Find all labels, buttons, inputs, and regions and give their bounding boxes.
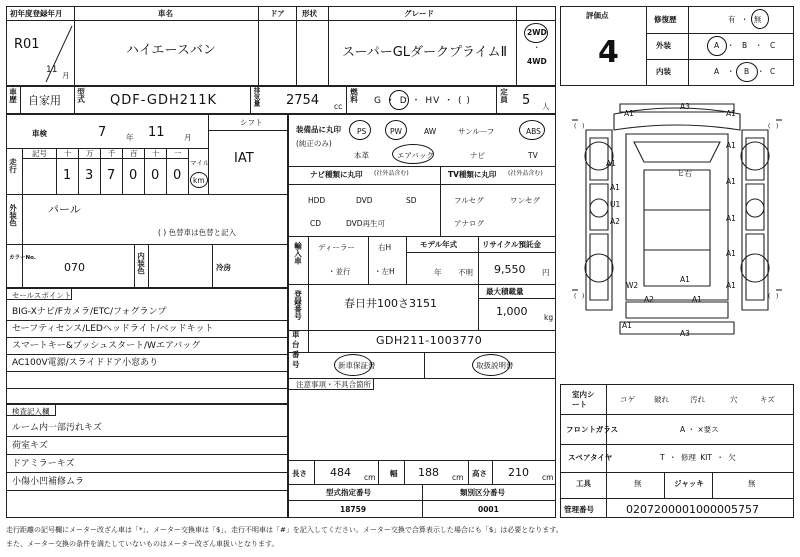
exterior-a: A <box>714 41 720 50</box>
seat-option: 汚れ <box>690 395 705 404</box>
footer-line2: また、メーター交換の条件を満たしていないものはメーター改ざん車扱いとなります。 <box>6 540 279 548</box>
navi-sd: SD <box>406 196 417 205</box>
height-label: 高さ <box>472 469 487 478</box>
height-unit: cm <box>542 473 554 482</box>
max-load-unit: kg <box>544 313 554 322</box>
capacity-label: 定員 <box>499 88 509 103</box>
navi-hdd: HDD <box>308 196 326 205</box>
inspection-month-unit: 月 <box>184 133 192 142</box>
equip-tv: TV <box>528 151 538 160</box>
car-outline <box>560 90 794 380</box>
sales-point-line: AC100V電源/スライドドア小窓あり <box>12 358 159 368</box>
inspection-year-unit: 年 <box>126 133 134 142</box>
tv-sub: (社外品含む) <box>508 170 543 177</box>
equip-navi: ナビ <box>470 151 485 160</box>
glass-label: フロントガラス <box>566 425 619 434</box>
chassis-value: GDH211-1003770 <box>376 334 483 347</box>
mileage-unit-label: 十 <box>152 149 160 158</box>
damage-mark: A1 <box>726 214 736 223</box>
car-name-value: ハイエースバン <box>126 43 216 58</box>
equip-ps: PS <box>357 127 367 136</box>
mileage-digit: 3 <box>85 168 94 183</box>
chassis-label: 車台番号 <box>292 330 300 369</box>
mgmt-label: 管理番号 <box>564 505 594 514</box>
tv-label: TV種類に丸印 <box>448 170 497 179</box>
left-block <box>6 114 288 288</box>
registration-value: 春日井100さ3151 <box>344 297 437 310</box>
interior-label: 内装 <box>656 67 671 76</box>
color-no-value: 070 <box>64 261 85 274</box>
car-diagram <box>560 90 794 380</box>
inspector-note-line: ルーム内一部汚れキズ <box>12 423 102 433</box>
interior-b-circle <box>736 62 758 82</box>
equip-ps-circle <box>349 120 371 140</box>
equip-pw: PW <box>390 127 402 136</box>
tv-analog: アナログ <box>454 219 484 228</box>
mileage-digit: 0 <box>151 168 160 183</box>
damage-mark: A1 <box>606 159 616 168</box>
equip-leather: 本革 <box>354 151 369 160</box>
ac-label: 冷房 <box>216 263 231 272</box>
drive-2wd: 2WD <box>527 28 547 37</box>
grade-label: グレード <box>404 9 434 18</box>
repair-none-circle <box>751 9 769 29</box>
exterior-a-circle <box>707 36 727 56</box>
sales-points-label: セールスポイント <box>12 291 72 300</box>
repair-label: 修復歴 <box>654 15 677 24</box>
use-label: 車歴 <box>8 88 18 103</box>
damage-mark: A1 <box>726 109 736 118</box>
inspection-year: 7 <box>98 125 107 140</box>
navi-cd: CD <box>310 219 322 228</box>
new-warranty: 新車保証書 <box>338 361 376 370</box>
displacement-label: 排気量 <box>252 87 261 107</box>
recycle-label: リサイクル預託金 <box>482 240 541 249</box>
reg-month-unit: 月 <box>62 71 70 80</box>
interior-a: A <box>714 67 720 76</box>
model-year-label: モデル年式 <box>420 240 458 249</box>
mileage-digit: 1 <box>63 168 72 183</box>
damage-mark: A3 <box>680 102 690 111</box>
svg-text:(: ( <box>768 293 771 300</box>
damage-mark: W2 <box>626 281 639 290</box>
equip-pw-circle <box>385 120 407 140</box>
navi-label: ナビ種類に丸印 <box>310 170 363 179</box>
reg-month: 11 <box>46 65 58 75</box>
door-label: ドア <box>270 9 285 18</box>
model-label: 型式 <box>76 88 86 103</box>
type-designation-value: 18759 <box>340 505 367 514</box>
mileage-unit-label: 一 <box>174 149 182 158</box>
grade-value: スーパーGLダークプライムⅡ <box>342 45 508 60</box>
mileage-unit-label: 万 <box>86 149 94 158</box>
inspector-note-line: ドアミラーキズ <box>12 459 75 469</box>
mileage-mark-label: 記号 <box>32 149 47 158</box>
new-warranty-circle <box>334 354 372 376</box>
notes-label: 注意事項・不具合箇所 <box>296 380 371 389</box>
model-year-value: 不明 <box>458 268 473 277</box>
width-value: 188 <box>418 466 439 479</box>
mileage-unit-label: 百 <box>130 149 138 158</box>
equip-abs-circle <box>519 120 545 140</box>
footer-line1: 走行距離の記号欄にメーター改ざん車は「*」、メーター交換車は「$」、走行不明車は「#」を記入してください。メーター交換で合算表示した場合にも「$」は必要となります。 <box>6 526 563 534</box>
tv-fullseg: フルセグ <box>454 196 484 205</box>
inspection-month: 11 <box>148 125 165 140</box>
damage-mark: A1 <box>622 321 632 330</box>
fuel-diesel-circle <box>389 90 409 110</box>
drive-dot: ・ <box>533 43 541 52</box>
max-load-value: 1,000 <box>496 305 528 318</box>
sales-point-line: スマートキー&プッシュスタート/Wエアバッグ <box>12 341 201 351</box>
mileage-label: 走行 <box>8 158 18 173</box>
damage-mark: A1 <box>692 295 702 304</box>
seat-option: コゲ <box>620 395 635 404</box>
damage-mark: A1 <box>726 177 736 186</box>
equipment-sub-label: (純正のみ) <box>296 139 332 148</box>
width-label: 幅 <box>390 469 398 478</box>
import-left-h: ・左H <box>374 267 395 276</box>
svg-text:): ) <box>582 123 585 130</box>
svg-text:): ) <box>776 293 779 300</box>
width-unit: cm <box>452 473 464 482</box>
tools-label: 工具 <box>576 479 591 488</box>
damage-mark: A2 <box>610 217 620 226</box>
damage-mark: A2 <box>644 295 654 304</box>
equip-abs: ABS <box>526 127 541 136</box>
color-value: パール <box>48 203 81 216</box>
equip-airbag: エアバック <box>397 151 434 160</box>
capacity-unit: 人 <box>542 102 550 111</box>
category-value: 0001 <box>478 505 499 514</box>
inspection-label: 車検 <box>32 129 47 138</box>
exterior-b: B <box>742 41 748 50</box>
repair-options: 有 ・ 無 <box>728 15 762 24</box>
interior-b: B <box>744 67 750 76</box>
info-row <box>6 86 556 114</box>
mgmt-value: 0207200001000005757 <box>626 503 759 516</box>
manual-circle <box>472 354 510 376</box>
equip-airbag-circle <box>392 144 434 164</box>
displacement-value: 2754 <box>286 93 320 108</box>
tools-value: 無 <box>634 479 642 488</box>
color-no-label: カラーNo. <box>9 255 36 261</box>
seat-label: 室内シート <box>572 390 595 409</box>
spare-label: スペアタイヤ <box>568 453 613 462</box>
score-value: 4 <box>598 35 619 70</box>
damage-mark: A1 <box>624 109 634 118</box>
import-dealer: ディーラー <box>318 243 355 252</box>
mileage-unit-label: 十 <box>64 149 72 158</box>
model-year-unit: 年 <box>434 268 442 277</box>
jack-label: ジャッキ <box>674 479 704 488</box>
equipment-label: 装備品に丸印 <box>296 125 341 134</box>
damage-mark: U1 <box>610 200 621 209</box>
height-value: 210 <box>508 466 529 479</box>
seat-option: 穴 <box>730 395 738 404</box>
interior-c: C <box>770 67 776 76</box>
svg-text:(: ( <box>574 123 577 130</box>
use-value: 自家用 <box>28 94 61 107</box>
svg-text:): ) <box>582 293 585 300</box>
svg-text:(: ( <box>768 123 771 130</box>
inspector-note-line: 小傷小凹補修ムラ <box>12 477 85 487</box>
recycle-unit: 円 <box>542 268 550 277</box>
mile-label: マイル <box>190 159 210 167</box>
reg-slash <box>44 24 74 84</box>
seat-option: キズ <box>760 395 775 404</box>
mileage-unit-label: 千 <box>108 149 116 158</box>
tv-oneseg: ワンセグ <box>510 196 540 205</box>
import-right-h: 右H <box>378 243 392 252</box>
svg-text:(: ( <box>574 293 577 300</box>
navi-dvd: DVD <box>356 196 373 205</box>
max-load-label: 最大積載量 <box>486 287 524 296</box>
score-label: 評価点 <box>586 11 609 20</box>
capacity-value: 5 <box>522 93 531 108</box>
registration-label: 登録番号 <box>293 290 303 320</box>
recycle-value: 9,550 <box>494 263 526 276</box>
shift-value: IAT <box>234 151 254 166</box>
reg-era: R01 <box>14 37 40 52</box>
length-value: 484 <box>330 466 351 479</box>
mileage-digit: 0 <box>173 168 182 183</box>
mileage-digit: 0 <box>129 168 138 183</box>
import-label: 輸入車 <box>293 242 303 265</box>
color-label: 外装色 <box>8 204 18 227</box>
inspector-notes-label: 検査記入欄 <box>12 407 50 416</box>
sales-point-line: BIG-Xナビ/Fカメラ/ETC/フォグランプ <box>12 307 167 317</box>
first-reg-label: 初年度登録年月 <box>10 9 63 18</box>
mileage-digit: 7 <box>107 168 116 183</box>
damage-mark: A1 <box>680 275 690 284</box>
displacement-unit: cc <box>334 102 343 111</box>
navi-sub: (社外品含む) <box>374 170 409 177</box>
model-value: QDF-GDH211K <box>110 93 218 108</box>
category-label: 類別区分番号 <box>460 488 505 497</box>
km-label: km <box>193 176 205 185</box>
exterior-label: 外装 <box>656 41 671 50</box>
exterior-c: C <box>770 41 776 50</box>
damage-mark: A3 <box>680 329 690 338</box>
drive-4wd: 4WD <box>527 57 547 66</box>
damage-mark: A1 <box>726 281 736 290</box>
seat-option: 破れ <box>654 395 669 404</box>
equip-sunroof: サンルーフ <box>458 127 495 136</box>
import-parallel: ・並行 <box>328 267 351 276</box>
inspector-note-line: 荷室キズ <box>12 441 48 451</box>
equip-aw: AW <box>424 127 437 136</box>
glass-value: A ・ ×要ス <box>680 425 719 434</box>
fuel-options: G ・ D ・ HV ・ ( ) <box>374 96 471 106</box>
spare-value: T ・ 修理 KIT ・ 欠 <box>660 453 736 462</box>
length-label: 長さ <box>292 469 307 478</box>
length-unit: cm <box>364 473 376 482</box>
damage-mark: A1 <box>726 141 736 150</box>
damage-mark: A1 <box>610 183 620 192</box>
car-name-label: 車名 <box>158 9 173 18</box>
navi-dvd-play: DVD再生可 <box>346 219 386 228</box>
damage-mark: A1 <box>726 249 736 258</box>
jack-value: 無 <box>748 479 756 488</box>
type-designation-label: 型式指定番号 <box>326 488 371 497</box>
color-note: ( ) 色替車は色替と記入 <box>158 228 237 237</box>
shift-label: シフト <box>240 118 263 127</box>
shape-label: 形状 <box>302 9 317 18</box>
interior-color-label: 内装色 <box>136 252 146 275</box>
sales-point-line: セーフティセンス/LEDヘッドライト/ベッドキット <box>12 324 214 334</box>
manual: 取扱説明書 <box>476 361 514 370</box>
fuel-label: 燃料 <box>349 88 359 103</box>
damage-mark: ヒ右 <box>677 169 692 178</box>
svg-text:): ) <box>776 123 779 130</box>
